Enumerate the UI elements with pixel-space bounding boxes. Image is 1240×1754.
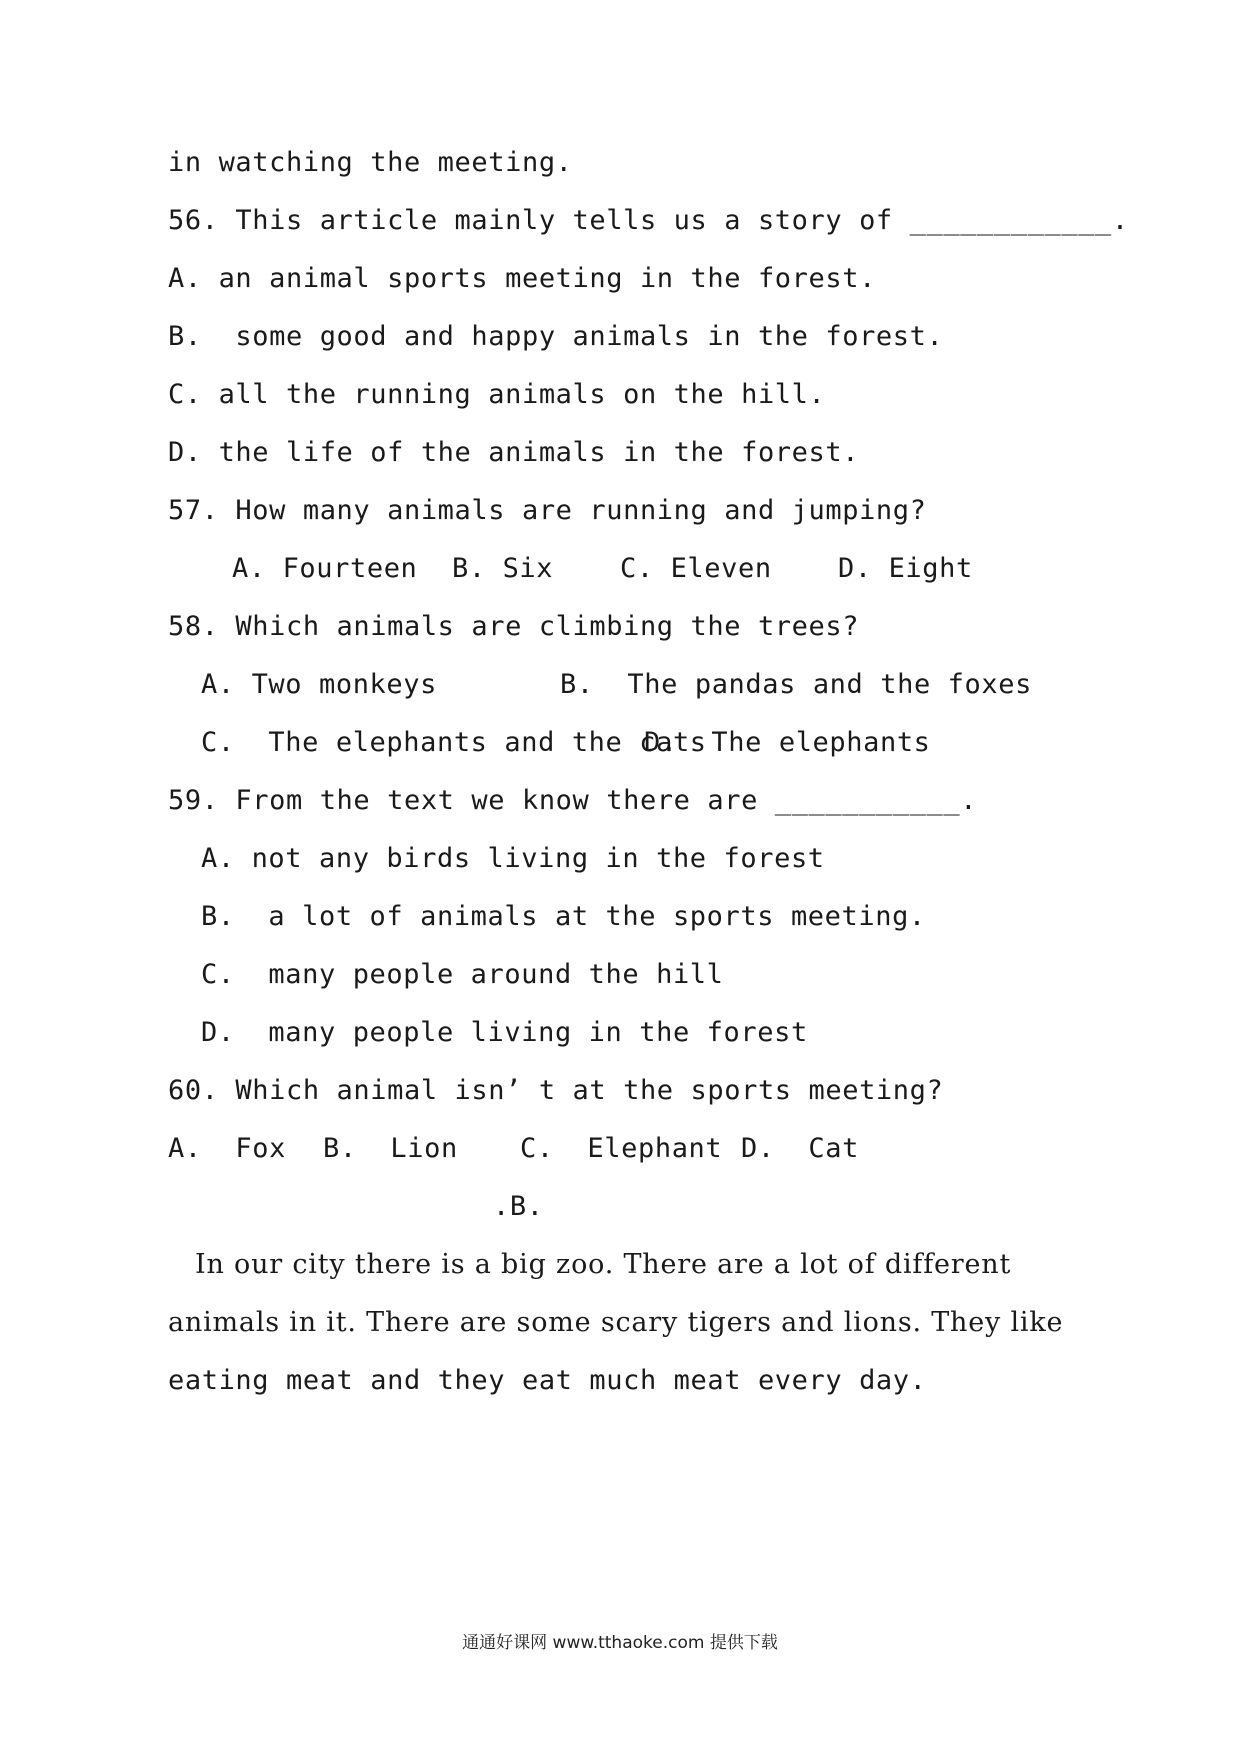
question-58: 58. Which animals are climbing the trees? (168, 611, 860, 642)
question-59: 59. From the text we know there are ___________. (168, 785, 978, 816)
q56-option-a: A. an animal sports meeting in the forest. (168, 263, 876, 294)
q57-option-b: B. Six (452, 553, 554, 584)
q57-option-a: A. Fourteen (232, 553, 418, 584)
q59-option-a: A. not any birds living in the forest (201, 843, 825, 874)
q57-option-c: C. Eleven (620, 553, 772, 584)
section-b-heading: .B. (493, 1191, 544, 1222)
q60-option-b: B. Lion (323, 1133, 458, 1164)
q60-option-c: C. Elephant (520, 1133, 723, 1164)
q60-option-a: A. Fox (168, 1133, 286, 1164)
passage-line-2: animals in it. There are some scary tigers and lions. They like (168, 1307, 1064, 1338)
question-60: 60. Which animal isn’ t at the sports meeting? (168, 1075, 944, 1106)
q59-option-b: B. a lot of animals at the sports meeting. (201, 901, 926, 932)
q58-option-c: C. The elephants and the cats (201, 727, 707, 758)
line-prev-continuation: in watching the meeting. (168, 147, 573, 178)
q56-option-d: D. the life of the animals in the forest. (168, 437, 860, 468)
q58-option-b: B. The pandas and the foxes (560, 669, 1032, 700)
q57-option-d: D. Eight (838, 553, 973, 584)
q56-option-c: C. all the running animals on the hill. (168, 379, 826, 410)
q58-option-a: A. Two monkeys (201, 669, 437, 700)
question-56: 56. This article mainly tells us a story of ____________. (168, 205, 1129, 236)
q60-option-d: D. Cat (741, 1133, 859, 1164)
q58-option-d: D. The elephants (644, 727, 931, 758)
q56-option-b: B. some good and happy animals in the forest. (168, 321, 944, 352)
question-57: 57. How many animals are running and jumping? (168, 495, 927, 526)
passage-line-3: eating meat and they eat much meat every day. (168, 1365, 927, 1396)
passage-line-1: In our city there is a big zoo. There are a lot of different (195, 1249, 1012, 1280)
q59-option-d: D. many people living in the forest (201, 1017, 808, 1048)
footer-source: 通通好课网 www.tthaoke.com 提供下载 (462, 1633, 778, 1653)
q59-option-c: C. many people around the hill (201, 959, 724, 990)
